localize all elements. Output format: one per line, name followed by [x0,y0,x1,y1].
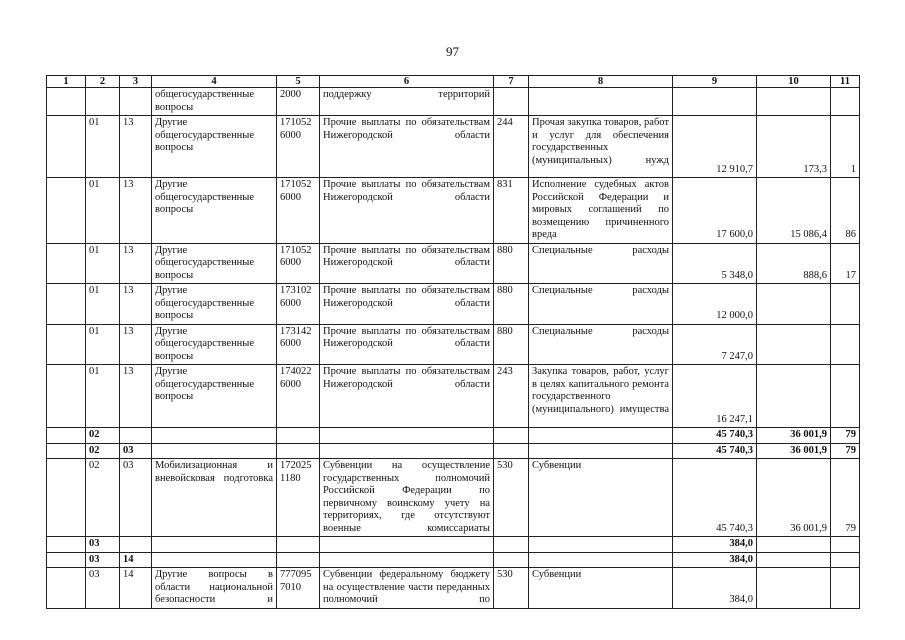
cell-section: 02 [86,443,120,459]
cell-article-name: Субвенции федеральному бюджету на осуществление части переданных полномочий по [320,568,494,609]
table-row [47,284,860,325]
cell-percent [831,552,860,568]
cell-expense-type: 880 [494,243,529,284]
table-row [47,459,860,537]
cell-plan: 5 348,0 [673,243,757,284]
cell-col1 [47,365,86,428]
cell-article-name [320,428,494,444]
table-row [47,88,860,116]
cell-subsection: 13 [120,116,152,178]
header-cell: 4 [152,76,277,88]
cell-actual [757,552,831,568]
cell-plan: 17 600,0 [673,178,757,244]
cell-expense-type [494,537,529,553]
cell-percent [831,568,860,609]
cell-expense-name: Специальные расходы [529,324,673,365]
cell-article-name: Прочие выплаты по обязательствам Нижегородской области [320,365,494,428]
cell-expense-type: 880 [494,324,529,365]
cell-actual: 36 001,9 [757,459,831,537]
cell-target-article: 2000 [277,88,320,116]
cell-col1 [47,552,86,568]
cell-percent [831,284,860,325]
cell-article-name: Прочие выплаты по обязательствам Нижегородской области [320,116,494,178]
header-cell: 7 [494,76,529,88]
cell-col1 [47,459,86,537]
cell-col1 [47,243,86,284]
cell-section: 03 [86,552,120,568]
cell-plan: 12 910,7 [673,116,757,178]
cell-col1 [47,428,86,444]
cell-article-name: Прочие выплаты по обязательствам Нижегородской области [320,284,494,325]
cell-section-name: Другие вопросы в области национальной безопасности и [152,568,277,609]
cell-expense-name: Специальные расходы [529,284,673,325]
cell-expense-type: 243 [494,365,529,428]
cell-actual [757,88,831,116]
header-cell: 5 [277,76,320,88]
cell-expense-type: 244 [494,116,529,178]
cell-plan: 45 740,3 [673,443,757,459]
cell-target-article: 172025 1180 [277,459,320,537]
cell-subsection: 13 [120,365,152,428]
cell-plan: 12 000,0 [673,284,757,325]
cell-target-article: 777095 7010 [277,568,320,609]
table-row [47,552,860,568]
cell-plan: 45 740,3 [673,428,757,444]
cell-section-name: Другие общегосударственные вопросы [152,324,277,365]
cell-percent: 86 [831,178,860,244]
cell-actual [757,537,831,553]
cell-percent [831,537,860,553]
cell-section: 02 [86,459,120,537]
cell-percent [831,324,860,365]
header-cell: 3 [120,76,152,88]
cell-section: 02 [86,428,120,444]
cell-subsection: 13 [120,243,152,284]
cell-subsection: 14 [120,552,152,568]
cell-col1 [47,88,86,116]
cell-article-name [320,443,494,459]
cell-subsection [120,88,152,116]
cell-section [86,88,120,116]
cell-expense-type [494,443,529,459]
table-row [47,537,860,553]
cell-actual: 173,3 [757,116,831,178]
cell-actual [757,365,831,428]
cell-section: 01 [86,365,120,428]
table-row [47,178,860,244]
cell-expense-name [529,537,673,553]
cell-actual: 36 001,9 [757,443,831,459]
cell-section: 01 [86,243,120,284]
cell-percent: 79 [831,459,860,537]
cell-plan: 16 247,1 [673,365,757,428]
cell-percent: 1 [831,116,860,178]
table-row [47,324,860,365]
cell-article-name [320,552,494,568]
cell-expense-name: Исполнение судебных актов Российской Федерации и мировых соглашений по возмещению причиненного вреда [529,178,673,244]
table-row [47,568,860,609]
cell-expense-name: Субвенции [529,568,673,609]
cell-col1 [47,284,86,325]
cell-section-name [152,552,277,568]
header-cell: 2 [86,76,120,88]
cell-section: 03 [86,537,120,553]
cell-target-article: 173102 6000 [277,284,320,325]
cell-target-article: 173142 6000 [277,324,320,365]
cell-expense-name: Специальные расходы [529,243,673,284]
cell-actual [757,568,831,609]
cell-section-name: Мобилизационная и вневойсковая подготовка [152,459,277,537]
cell-expense-type: 530 [494,459,529,537]
cell-article-name: Прочие выплаты по обязательствам Нижегородской области [320,324,494,365]
cell-plan [673,88,757,116]
cell-subsection: 14 [120,568,152,609]
cell-section-name: Другие общегосударственные вопросы [152,365,277,428]
cell-col1 [47,537,86,553]
header-cell: 10 [757,76,831,88]
header-row [47,76,860,88]
table-row [47,116,860,178]
table-row [47,243,860,284]
cell-subsection [120,428,152,444]
cell-target-article: 171052 6000 [277,178,320,244]
cell-article-name: Субвенции на осуществление государственных полномочий Российской Федерации по первичному воинскому учету на территориях, где отсутствуют военные комиссариаты [320,459,494,537]
cell-actual: 15 086,4 [757,178,831,244]
cell-article-name: Прочие выплаты по обязательствам Нижегородской области [320,243,494,284]
cell-expense-name [529,428,673,444]
cell-subsection: 03 [120,459,152,537]
cell-subsection: 13 [120,284,152,325]
cell-section-name: Другие общегосударственные вопросы [152,178,277,244]
cell-section-name: Другие общегосударственные вопросы [152,284,277,325]
cell-plan: 7 247,0 [673,324,757,365]
cell-expense-name [529,443,673,459]
cell-percent: 79 [831,443,860,459]
cell-col1 [47,443,86,459]
cell-expense-type: 831 [494,178,529,244]
cell-section-name: Другие общегосударственные вопросы [152,116,277,178]
cell-expense-name [529,552,673,568]
cell-section: 01 [86,116,120,178]
cell-expense-name: Закупка товаров, работ, услуг в целях капитального ремонта государственного (муниципального) имущества [529,365,673,428]
cell-col1 [47,116,86,178]
page-number: 97 [446,44,459,59]
cell-col1 [47,568,86,609]
cell-section-name [152,428,277,444]
cell-actual: 36 001,9 [757,428,831,444]
cell-target-article [277,443,320,459]
table-row [47,443,860,459]
cell-plan: 45 740,3 [673,459,757,537]
cell-expense-type [494,428,529,444]
table-row [47,428,860,444]
cell-target-article [277,537,320,553]
cell-plan: 384,0 [673,537,757,553]
cell-article-name [320,537,494,553]
cell-col1 [47,178,86,244]
cell-expense-type: 880 [494,284,529,325]
cell-section: 03 [86,568,120,609]
cell-percent: 17 [831,243,860,284]
cell-section: 01 [86,284,120,325]
cell-plan: 384,0 [673,552,757,568]
cell-expense-type [494,88,529,116]
cell-target-article: 174022 6000 [277,365,320,428]
cell-subsection: 13 [120,324,152,365]
cell-section-name: общегосударственные вопросы [152,88,277,116]
cell-section-name [152,443,277,459]
cell-expense-type: 530 [494,568,529,609]
cell-target-article: 171052 6000 [277,243,320,284]
cell-subsection [120,537,152,553]
cell-article-name: Прочие выплаты по обязательствам Нижегородской области [320,178,494,244]
cell-plan: 384,0 [673,568,757,609]
header-cell: 1 [47,76,86,88]
cell-section: 01 [86,324,120,365]
cell-section: 01 [86,178,120,244]
cell-actual [757,324,831,365]
header-cell: 8 [529,76,673,88]
cell-target-article [277,552,320,568]
cell-expense-name: Субвенции [529,459,673,537]
cell-subsection: 03 [120,443,152,459]
header-cell: 6 [320,76,494,88]
table-row [47,365,860,428]
header-cell: 11 [831,76,860,88]
cell-col1 [47,324,86,365]
cell-percent: 79 [831,428,860,444]
cell-expense-name: Прочая закупка товаров, работ и услуг для обеспечения государственных (муниципальных) нужд [529,116,673,178]
cell-expense-type [494,552,529,568]
cell-percent [831,88,860,116]
cell-section-name: Другие общегосударственные вопросы [152,243,277,284]
cell-actual [757,284,831,325]
cell-article-name: поддержку территорий [320,88,494,116]
cell-target-article: 171052 6000 [277,116,320,178]
cell-percent [831,365,860,428]
cell-expense-name [529,88,673,116]
cell-subsection: 13 [120,178,152,244]
budget-table [46,75,860,609]
cell-section-name [152,537,277,553]
cell-target-article [277,428,320,444]
header-cell: 9 [673,76,757,88]
cell-actual: 888,6 [757,243,831,284]
